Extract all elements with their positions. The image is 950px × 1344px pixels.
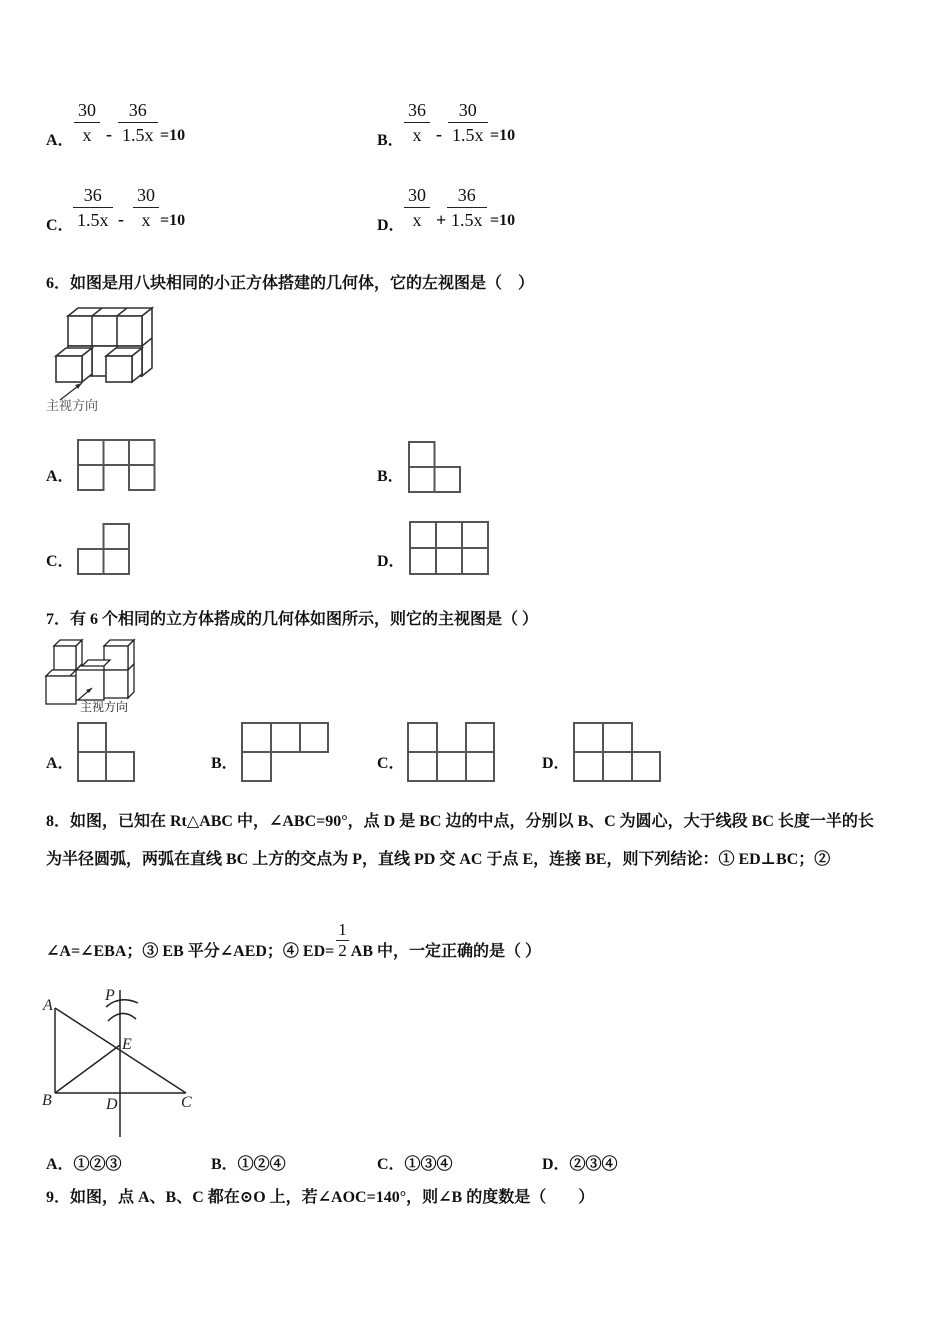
fraction-1: $\frac{30}{x}$ — [74, 98, 100, 147]
half-numerator: 1 — [338, 920, 347, 939]
point-p-label: P — [105, 987, 115, 1004]
q7-option-d-figure[interactable] — [573, 722, 663, 784]
fraction-2: $\frac{36}{1.5x}$ — [118, 98, 158, 147]
q8-option-d[interactable]: D．②③④ — [542, 1156, 618, 1173]
option-label: B． — [377, 132, 404, 149]
q6-option-d-label[interactable]: D． — [377, 553, 405, 570]
point-e-label: E — [122, 1036, 132, 1053]
q7-option-c-label[interactable]: C． — [377, 755, 405, 772]
option-label: D． — [377, 217, 405, 234]
q8-option-b[interactable]: B．①②④ — [211, 1156, 286, 1173]
operator: - — [118, 209, 124, 229]
question-8-line-2: 为半径圆弧，两弧在直线 BC 上方的交点为 P，直线 PD 交 AC 于点 E，连接 BE，则下列结论：① ED⊥BC；② — [46, 851, 831, 868]
view-direction-caption: 主视方向 — [46, 399, 99, 414]
fraction-1: $\frac{30}{x}$ — [404, 183, 430, 232]
q6-option-b-label[interactable]: B． — [377, 468, 404, 485]
q7-option-a-label[interactable]: A． — [46, 755, 74, 772]
option-label: C． — [46, 217, 74, 234]
operator: + — [436, 210, 447, 230]
operator: - — [106, 124, 112, 144]
fraction-1: $\frac{36}{x}$ — [404, 98, 430, 147]
q6-option-a-figure[interactable] — [77, 439, 157, 493]
q6-solid-figure — [40, 308, 170, 418]
q6-option-d-figure[interactable] — [409, 521, 491, 577]
point-c-label: C — [181, 1094, 192, 1111]
q7-option-b-figure[interactable] — [241, 722, 331, 784]
question-7-text: 7．有 6 个相同的立方体搭成的几何体如图所示，则它的主视图是（ ） — [46, 611, 539, 628]
q8-geometry-figure — [40, 985, 200, 1140]
q6-option-c-label[interactable]: C． — [46, 553, 74, 570]
equals-value: =10 — [490, 212, 516, 229]
q8-option-a[interactable]: A．①②③ — [46, 1156, 122, 1173]
equals-value: =10 — [160, 212, 186, 229]
line-3-prefix: ∠A=∠EBA；③ EB 平分∠AED；④ ED= — [46, 943, 335, 961]
fraction-2: $\frac{30}{1.5x}$ — [448, 98, 488, 147]
point-a-label: A — [43, 997, 53, 1014]
fraction-2: $\frac{36}{1.5x}$ — [447, 183, 487, 232]
question-9-text: 9．如图，点 A、B、C 都在⊙O 上，若∠AOC=140°，则∠B 的度数是（ ） — [46, 1189, 595, 1206]
equals-value: =10 — [490, 127, 516, 144]
question-8-line-3 — [46, 920, 541, 973]
q6-option-b-figure[interactable] — [408, 441, 464, 495]
operator: - — [436, 124, 442, 144]
q6-option-c-figure[interactable] — [77, 523, 133, 577]
q7-option-c-figure[interactable] — [407, 722, 497, 784]
question-6-text: 6．如图是用八块相同的小正方体搭建的几何体，它的左视图是（ ） — [46, 275, 535, 292]
equals-value: =10 — [160, 127, 186, 144]
q7-solid-figure — [44, 638, 144, 716]
q7-option-d-label[interactable]: D． — [542, 755, 570, 772]
point-d-label: D — [106, 1096, 118, 1113]
option-label: A． — [46, 132, 74, 149]
q8-option-c[interactable]: C．①③④ — [377, 1156, 453, 1173]
fraction-2: $\frac{30}{x}$ — [133, 183, 159, 232]
question-8-line-1: 8．如图，已知在 Rt△ABC 中，∠ABC=90°，点 D 是 BC 边的中点，分别以 B、C 为圆心，大于线段 BC 长度一半的长 — [46, 813, 874, 830]
q7-option-a-figure[interactable] — [77, 722, 137, 784]
q7-option-b-label[interactable]: B． — [211, 755, 238, 772]
half-denominator: 2 — [338, 941, 347, 960]
point-b-label: B — [42, 1092, 52, 1109]
fraction-1: $\frac{36}{1.5x}$ — [73, 183, 113, 232]
q6-option-a-label[interactable]: A． — [46, 468, 74, 485]
view-direction-caption: 主视方向 — [80, 700, 129, 714]
line-3-suffix: AB 中，一定正确的是（ ） — [350, 943, 541, 961]
